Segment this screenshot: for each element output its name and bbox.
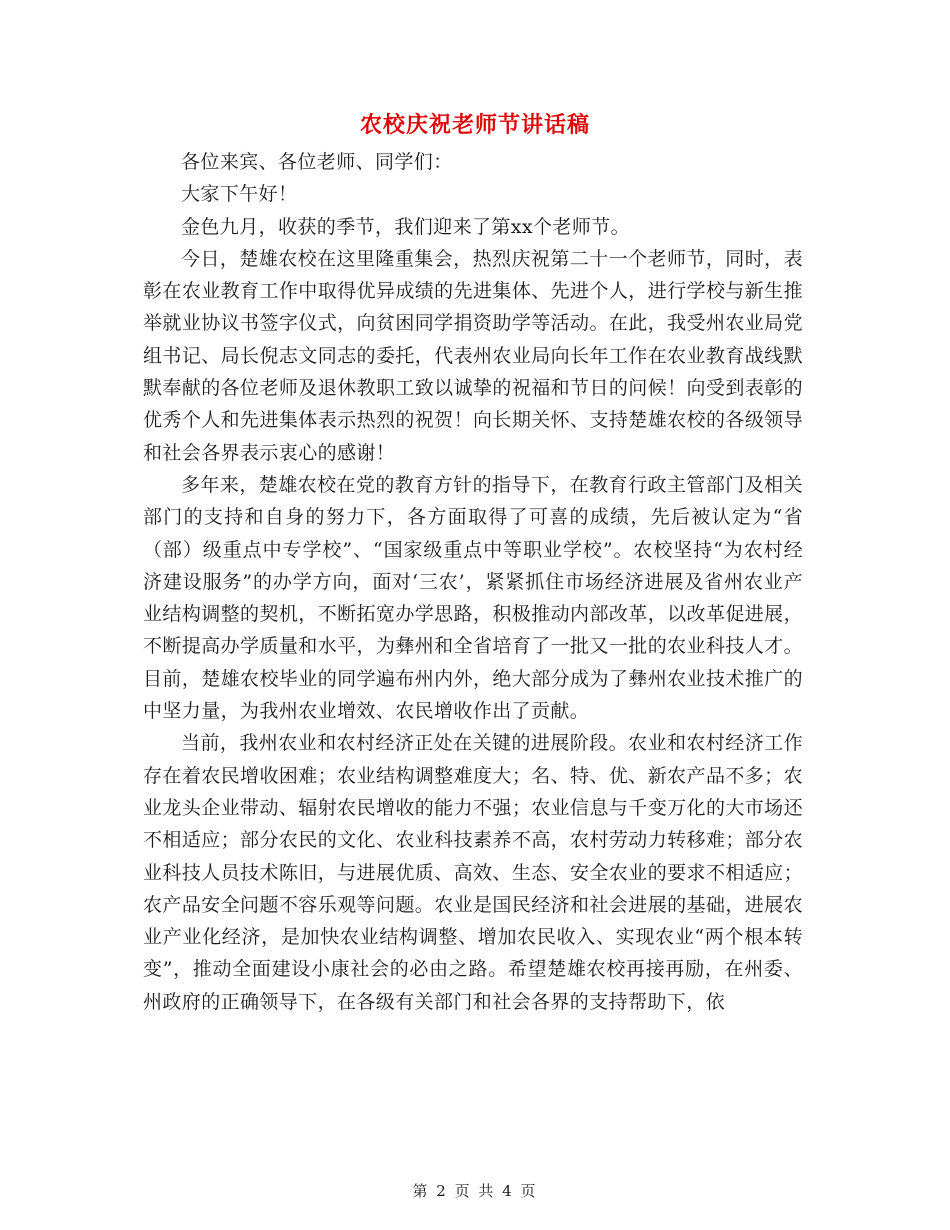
salutation: 各位来宾、各位老师、同学们： [181, 151, 453, 173]
paragraph: 金色九月，收获的季节，我们迎来了第xx个老师节。 [181, 215, 631, 238]
greeting: 大家下午好！ [181, 183, 298, 206]
document-body [143, 146, 803, 1018]
document-title: 农校庆祝老师节讲话稿 [359, 113, 590, 138]
paragraph: 今日，楚雄农校在这里隆重集会，热烈庆祝第二十一个老师节，同时，表彰在农业教育工作中取得优异成绩的先进集体、先进个人，进行学校与新生推举就业协议书签字仪式，向贫困同学捐资助学等活动。在此，我受州农业局党组书记、局长倪志文同志的委托，代表州农业局向长年工作在农业教育战线默默奉献的各位老师及退休教职工致以诚挚的祝福和节日的问候！向受到表彰的优秀个人和先进集体表示热烈的祝贺！向长期关怀、支持楚雄农校的各级领导和社会各界表示衷心的感谢！ [143, 247, 803, 464]
paragraph: 多年来，楚雄农校在党的教育方针的指导下，在教育行政主管部门及相关部门的支持和自身的努力下，各方面取得了可喜的成绩，先后被认定为“省（部）级重点中专学校”、“国家级重点中等职业学校”。农校坚持“为农村经济建设服务”的办学方向，面对‘三农’，紧紧抓住市场经济进展及省州农业产业结构调整的契机，不断拓宽办学思路，积极推动内部改革，以改革促进展，不断提高办学质量和水平，为彝州和全省培育了一批又一批的农业科技人才。目前，楚雄农校毕业的同学遍布州内外，绝大部分成为了彝州农业技术推广的中坚力量，为我州农业增效、农民增收作出了贡献。 [143, 473, 803, 723]
paragraph: 当前，我州农业和农村经济正处在关键的进展阶段。农业和农村经济工作存在着农民增收困难；农业结构调整难度大；名、特、优、新农产品不多；农业龙头企业带动、辐射农民增收的能力不强；农业信息与千变万化的大市场还不相适应；部分农民的文化、农业科技素养不高，农村劳动力转移难；部分农业科技人员技术陈旧，与进展优质、高效、生态、安全农业的要求不相适应；农产品安全问题不容乐观等问题。农业是国民经济和社会进展的基础，进展农业产业化经济，是加快农业结构调整、增加农民收入、实现农业“两个根本转变”，推动全面建设小康社会的必由之路。希望楚雄农校再接再励，在州委、州政府的正确领导下，在各级有关部门和社会各界的支持帮助下，依 [143, 732, 803, 1013]
page-number-footer: 第 2 页 共 4 页 [412, 1182, 538, 1200]
